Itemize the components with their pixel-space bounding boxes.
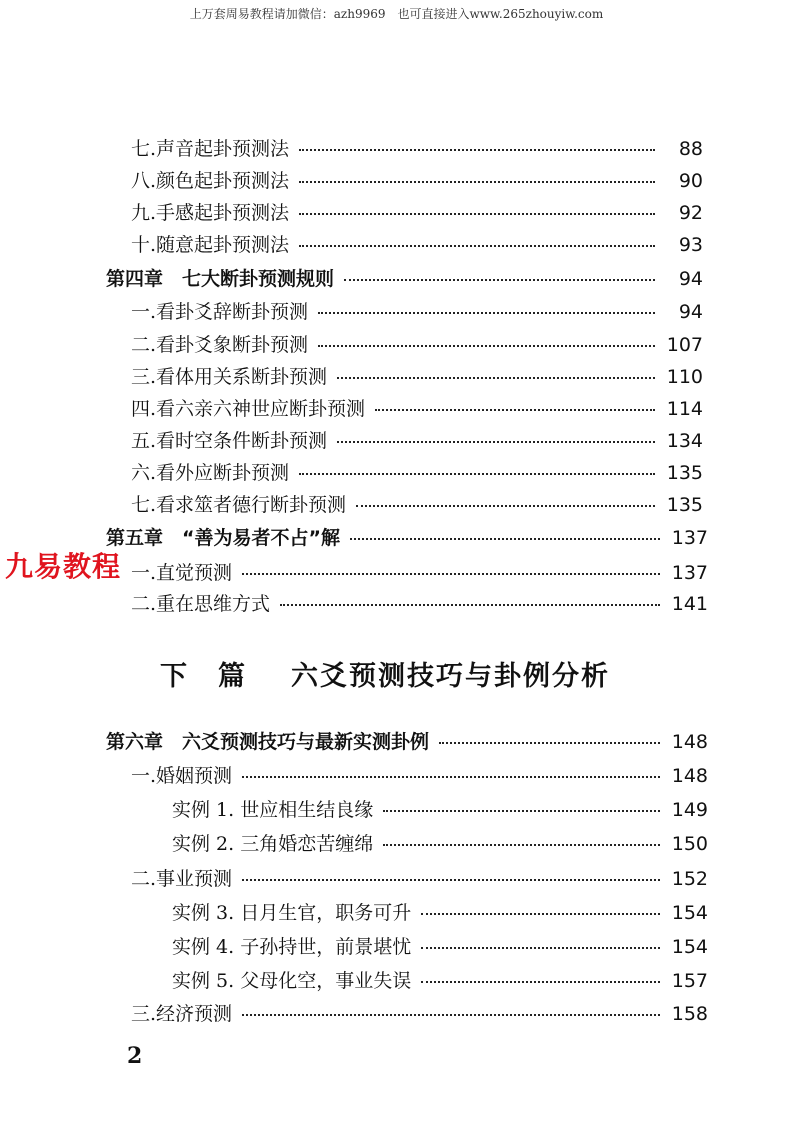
- toc-entry-page: 137: [671, 562, 708, 584]
- toc-entry-label: 实例 2. 三角婚恋苦缠绵: [172, 833, 374, 855]
- toc-entry-label: 六.看外应断卦预测: [131, 462, 290, 484]
- toc-entry-label: 三.经济预测: [131, 1003, 233, 1025]
- toc-entry-page: 135: [666, 494, 703, 516]
- toc-entry[interactable]: [131, 761, 708, 791]
- toc-leader-dots: [439, 742, 660, 744]
- toc-entry[interactable]: [131, 394, 703, 424]
- toc-example[interactable]: [172, 795, 708, 825]
- toc-entry-page: 148: [671, 731, 708, 753]
- toc-leader-dots: [421, 981, 660, 983]
- toc-entry-page: 135: [666, 462, 703, 484]
- toc-leader-dots: [350, 538, 660, 540]
- toc-entry[interactable]: [131, 999, 708, 1029]
- toc-entry-label: 二.事业预测: [131, 868, 233, 890]
- toc-entry-page: 94: [678, 301, 703, 323]
- toc-entry[interactable]: [131, 864, 708, 894]
- toc-leader-dots: [337, 441, 655, 443]
- toc-entry-label: 七.声音起卦预测法: [131, 138, 290, 160]
- toc-leader-dots: [299, 213, 655, 215]
- toc-entry-page: 114: [666, 398, 703, 420]
- toc-entry-page: 148: [671, 765, 708, 787]
- toc-entry[interactable]: [131, 297, 703, 327]
- toc-entry-label: 七.看求筮者德行断卦预测: [131, 494, 347, 516]
- toc-leader-dots: [299, 181, 655, 183]
- toc-entry[interactable]: [131, 589, 708, 619]
- toc-entry-page: 90: [678, 170, 703, 192]
- toc-leader-dots: [242, 879, 660, 881]
- toc-leader-dots: [299, 149, 655, 151]
- toc-entry-label: 实例 5. 父母化空，事业失误: [172, 970, 412, 992]
- toc-leader-dots: [375, 409, 655, 411]
- toc-entry-page: 154: [671, 902, 708, 924]
- toc-example[interactable]: [172, 898, 708, 928]
- section-part-label: 下 篇: [160, 661, 247, 692]
- toc-chapter[interactable]: [106, 727, 708, 757]
- toc-entry-label: 五.看时空条件断卦预测: [131, 430, 328, 452]
- toc-entry[interactable]: [131, 198, 703, 228]
- toc-leader-dots: [344, 279, 655, 281]
- toc-chapter-label: 第六章 六爻预测技巧与最新实测卦例: [106, 731, 430, 753]
- toc-entry-label: 四.看六亲六神世应断卦预测: [131, 398, 366, 420]
- toc-leader-dots: [421, 947, 660, 949]
- toc-entry-label: 实例 1. 世应相生结良缘: [172, 799, 374, 821]
- toc-entry-label: 实例 3. 日月生官，职务可升: [172, 902, 412, 924]
- toc-entry[interactable]: [131, 330, 703, 360]
- toc-entry-page: 154: [671, 936, 708, 958]
- toc-leader-dots: [337, 377, 655, 379]
- toc-entry-label: 一.直觉预测: [131, 562, 233, 584]
- watermark: 九易教程: [5, 550, 122, 583]
- toc-leader-dots: [318, 345, 655, 347]
- toc-entry-page: 157: [671, 970, 708, 992]
- section-title-text: 六爻预测技巧与卦例分析: [291, 661, 610, 692]
- toc-entry-page: 141: [671, 593, 708, 615]
- toc-entry[interactable]: [131, 166, 703, 196]
- toc-entry-label: 三.看体用关系断卦预测: [131, 366, 328, 388]
- toc-entry-page: 93: [678, 234, 703, 256]
- toc-entry-label: 十.随意起卦预测法: [131, 234, 290, 256]
- toc-leader-dots: [242, 1014, 660, 1016]
- toc-leader-dots: [299, 245, 655, 247]
- toc-entry-label: 八.颜色起卦预测法: [131, 170, 290, 192]
- toc-entry-page: 137: [671, 527, 708, 549]
- toc-leader-dots: [242, 573, 660, 575]
- toc-leader-dots: [356, 505, 655, 507]
- toc-entry[interactable]: [131, 362, 703, 392]
- toc-example[interactable]: [172, 932, 708, 962]
- toc-entry-page: 94: [678, 268, 703, 290]
- toc-leader-dots: [299, 473, 655, 475]
- toc-entry[interactable]: [131, 558, 708, 588]
- toc-leader-dots: [383, 844, 660, 846]
- toc-chapter-label: 第五章 “善为易者不占”解: [106, 527, 340, 549]
- toc-entry-page: 92: [678, 202, 703, 224]
- toc-leader-dots: [383, 810, 660, 812]
- toc-chapter[interactable]: [106, 264, 703, 294]
- toc-entry-label: 二.看卦爻象断卦预测: [131, 334, 309, 356]
- toc-entry-page: 107: [666, 334, 703, 356]
- toc-leader-dots: [280, 604, 660, 606]
- toc-entry-label: 一.看卦爻辞断卦预测: [131, 301, 309, 323]
- toc-chapter[interactable]: [106, 523, 708, 553]
- toc-entry-label: 二.重在思维方式: [131, 593, 271, 615]
- toc-entry[interactable]: [131, 230, 703, 260]
- toc-entry-page: 150: [671, 833, 708, 855]
- toc-entry-page: 134: [666, 430, 703, 452]
- toc-entry-label: 一.婚姻预测: [131, 765, 233, 787]
- toc-entry-page: 149: [671, 799, 708, 821]
- toc-leader-dots: [242, 776, 660, 778]
- toc-example[interactable]: [172, 966, 708, 996]
- toc-entry[interactable]: [131, 490, 703, 520]
- toc-entry[interactable]: [131, 458, 703, 488]
- toc-leader-dots: [318, 312, 655, 314]
- page-number: 2: [127, 1043, 143, 1069]
- toc-entry[interactable]: [131, 134, 703, 164]
- toc-entry-page: 152: [671, 868, 708, 890]
- toc-entry[interactable]: [131, 426, 703, 456]
- toc-leader-dots: [421, 913, 660, 915]
- toc-entry-page: 110: [666, 366, 703, 388]
- section-heading: [160, 654, 680, 693]
- toc-chapter-label: 第四章 七大断卦预测规则: [106, 268, 335, 290]
- toc-entry-page: 158: [671, 1003, 708, 1025]
- toc-entry-page: 88: [678, 138, 703, 160]
- toc-example[interactable]: [172, 829, 708, 859]
- toc-entry-label: 实例 4. 子孙持世，前景堪忧: [172, 936, 412, 958]
- header-note: 上万套周易教程请加微信：azh9969 也可直接进入www.265zhouyiw.com: [189, 7, 604, 21]
- toc-entry-label: 九.手感起卦预测法: [131, 202, 290, 224]
